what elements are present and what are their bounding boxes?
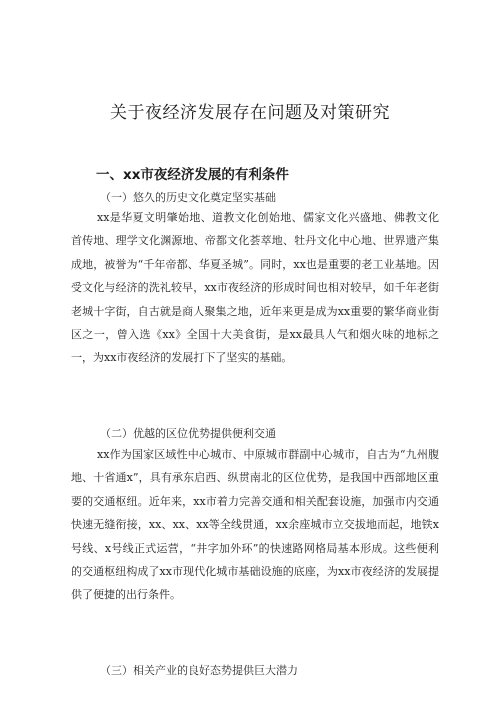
section-heading: 一、xx市夜经济发展的有利条件 <box>96 167 289 183</box>
paragraph-1 <box>71 206 439 370</box>
subsection-heading-2: （二）优越的区位优势提供便利交通 <box>100 427 276 440</box>
paragraph-1-text: xx是华夏文明肇始地、道教文化创始地、儒家文化兴盛地、佛教文化首传地、理学文化渊源地、帝都文化荟萃地、牡丹文化中心地、世界遗产集成地，被誉为“千年帝都、华夏圣城”。同时，xx也是重要的老工业基地。因受文化与经济的洗礼较早，xx市夜经济的形成时间也相对较早，如千年老街老城十字街，自古就是商人聚集之地，近年来更是成为xx重要的繁华商业街区之一，曾入选《xx》全国十大美食街，是xx最具人气和烟火味的地标之一，为xx市夜经济的发展打下了坚实的基础。 <box>71 211 439 365</box>
paragraph-2 <box>71 443 439 607</box>
subsection-heading-3: （三）相关产业的良好态势提供巨大潜力 <box>100 664 298 677</box>
subsection-heading-1: （一）悠久的历史文化奠定坚实基础 <box>100 191 276 204</box>
paragraph-2-text: xx作为国家区域性中心城市、中原城市群副中心城市，自古为“九州腹地、十省通x”，具有承东启西、纵贯南北的区位优势，是我国中西部地区重要的交通枢纽。近年来，xx市着力完善交通和相关配套设施，加强市内交通快速无缝衔接，xx、xx、xx等全线贯通，xx余座城市立交拔地而起，地铁x号线、x号线正式运营，“井字加外环”的快速路网格局基本形成。这些便利的交通枢纽构成了xx市现代化城市基础设施的底座，为xx市夜经济的发展提供了便捷的出行条件。 <box>71 448 439 602</box>
document-title: 关于夜经济发展存在问题及对策研究 <box>110 103 390 123</box>
